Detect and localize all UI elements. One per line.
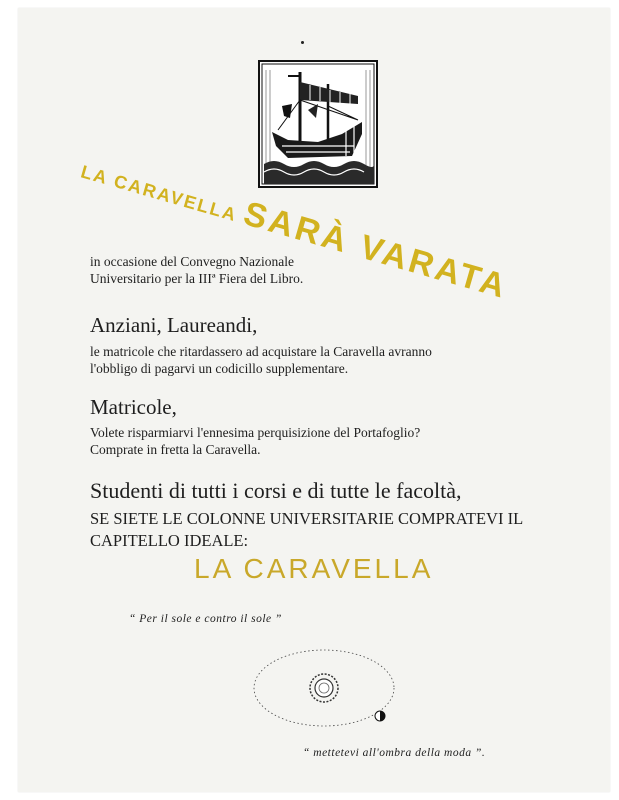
intro-line: in occasione del Convegno Nazionale xyxy=(90,254,294,269)
students-caps-line: SE SIETE LE COLONNE UNIVERSITARIE COMPRATEVI IL xyxy=(90,509,524,528)
students-caps-text xyxy=(90,508,523,552)
poster-sheet xyxy=(18,8,610,792)
students-heading: Studenti di tutti i corsi e di tutte le facoltà, xyxy=(90,478,462,503)
freshmen-heading: Matricole, xyxy=(90,395,177,419)
sun-orbit-icon xyxy=(250,644,410,740)
students-caps-line: CAPITELLO IDEALE: xyxy=(90,531,249,550)
seniors-text xyxy=(90,343,432,377)
seniors-line: l'obbligo di pagarvi un codicillo supplementare. xyxy=(90,361,349,376)
freshmen-line: Comprate in fretta la Caravella. xyxy=(90,442,261,457)
seniors-heading: Anziani, Laureandi, xyxy=(90,313,258,337)
brand-name: LA CARAVELLA xyxy=(194,553,434,584)
motto-shade: “ mettetevi all'ombra della moda ”. xyxy=(303,747,486,759)
intro-line: Universitario per la IIIª Fiera del Libro. xyxy=(90,271,304,286)
caravel-ship-icon xyxy=(258,60,378,188)
freshmen-line: Volete risparmiarvi l'ennesima perquisizione del Portafoglio? xyxy=(90,425,421,440)
seniors-line: le matricole che ritardassero ad acquistare la Caravella avranno xyxy=(90,344,432,359)
headline-part-2: SARÀ VARATA xyxy=(239,194,513,307)
intro-text xyxy=(90,253,303,287)
top-dot xyxy=(301,41,304,44)
motto-sun: “ Per il sole e contro il sole ” xyxy=(129,613,282,625)
headline-part-1: LA CARAVELLA xyxy=(78,161,240,226)
freshmen-text xyxy=(90,424,420,458)
